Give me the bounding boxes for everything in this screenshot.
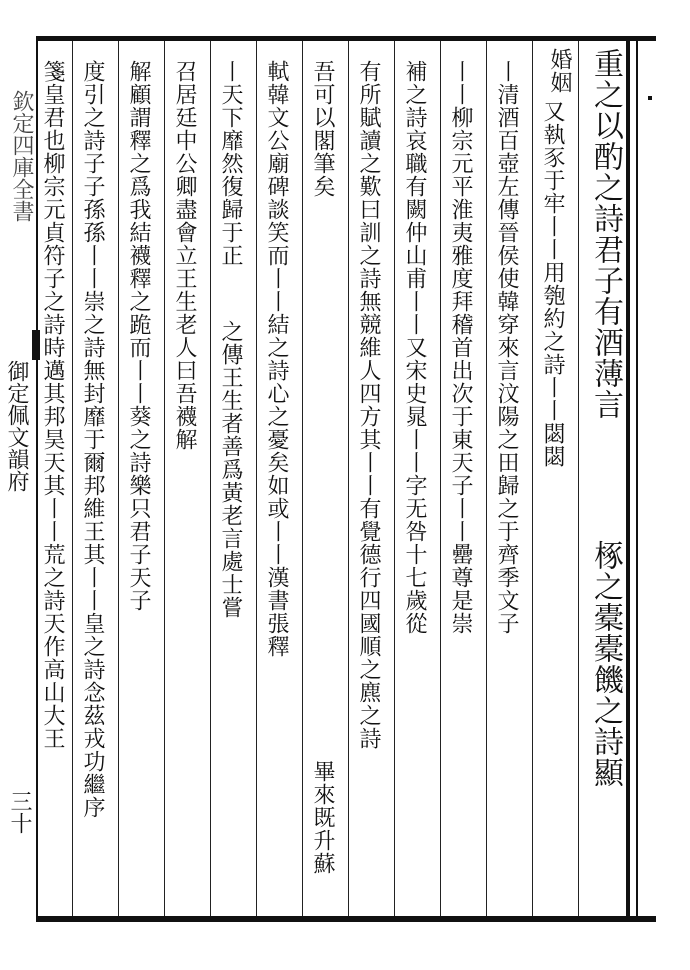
- text-column-5: 補之詩哀職有闕仲山甫丨丨又宋史晁丨丨字无咎十七歲從: [402, 60, 427, 635]
- text-column-3: 丨清酒百壺左傳晉侯使韓穿來言汶陽之田歸之于齊季文子: [494, 60, 519, 635]
- text-column-11: 解顧謂釋之爲我結襪釋之跪而丨丨葵之詩樂只君子天子: [126, 60, 151, 612]
- text-column-1: 重之以酌之詩君子有酒薄言: [588, 48, 623, 420]
- text-column-1b: 椓之橐橐饑之詩顯: [588, 540, 623, 788]
- running-title: 御定佩文韻府: [4, 360, 29, 492]
- folio-number: 三十: [7, 790, 32, 834]
- text-column-4: 丨丨柳宗元平淮夷雅度拜稽首出次于東天子丨丨罍尊是崇: [448, 60, 473, 635]
- page-margin: [0, 40, 34, 920]
- column-rule: [394, 41, 395, 916]
- text-column-10: 召居廷中公卿盡會立王生老人曰吾襪解: [172, 60, 197, 451]
- column-rule: [72, 41, 73, 916]
- text-column-12: 度引之詩子子孫孫丨丨崇之詩無封靡于爾邦維王其丨丨皇之詩念茲戎功繼序: [80, 60, 105, 819]
- frame-top-rule: [36, 36, 656, 41]
- column-rule: [578, 41, 579, 916]
- frame-right-rule: [626, 36, 630, 922]
- frame-outer-rule: [636, 36, 638, 922]
- column-rule: [210, 41, 211, 916]
- column-rule: [440, 41, 441, 916]
- frame-left-rule: [36, 36, 38, 922]
- column-rule: [348, 41, 349, 916]
- column-rule: [164, 41, 165, 916]
- text-column-9: 丨天下靡然復歸于正: [218, 60, 243, 267]
- text-column-7: 吾可以閣筆矣: [310, 60, 335, 198]
- text-column-13: 箋皇君也柳宗元貞符子之詩時邁其邦昊天其丨丨荒之詩天作高山大王: [40, 60, 65, 750]
- column-rule: [532, 41, 533, 916]
- text-column-2b: 又執豕于牢丨丨用匏約之詩丨丨閟閟: [540, 100, 565, 468]
- text-column-8: 軾韓文公廟碑談笑而丨丨結之詩心之憂矣如或丨丨漢書張釋: [264, 60, 289, 658]
- ink-dot: [648, 96, 652, 100]
- text-column-6: 有所賦讀之歎曰訓之詩無競維人四方其丨丨有覺德行四國順之麃之詩: [356, 60, 381, 750]
- text-column-9b: 之傳王生者善爲黃老言處士嘗: [218, 320, 243, 619]
- column-rule: [118, 41, 119, 916]
- column-rule: [302, 41, 303, 916]
- column-rule: [486, 41, 487, 916]
- cut-off-title: 欽定四庫全書: [9, 90, 34, 222]
- text-column-7b: 畢來既升蘇: [310, 760, 335, 875]
- frame-bottom-rule: [36, 916, 656, 922]
- text-column-2: 婚姻: [547, 48, 572, 94]
- column-rule: [256, 41, 257, 916]
